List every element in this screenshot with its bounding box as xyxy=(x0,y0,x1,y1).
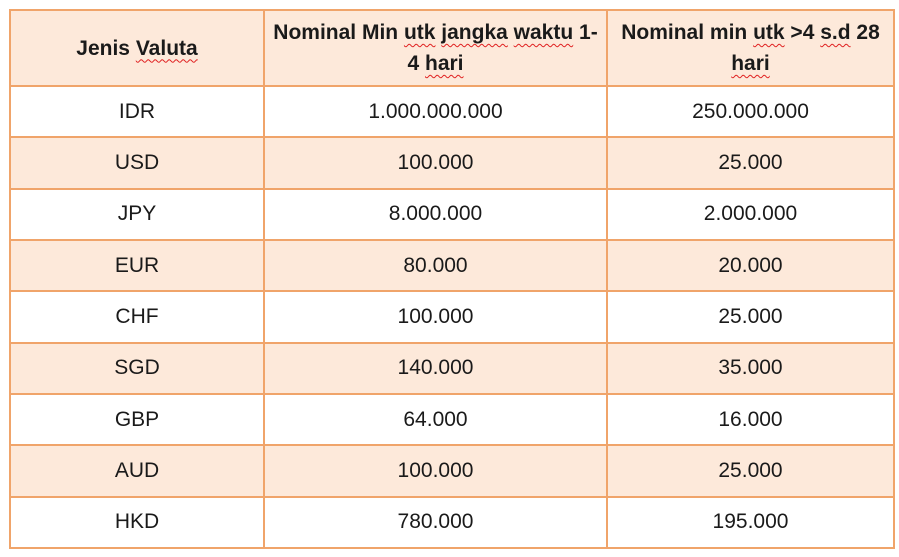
currency-code: AUD xyxy=(10,445,264,496)
table-row xyxy=(10,343,894,394)
header-row xyxy=(10,10,894,86)
min-amount-4-28-days: 25.000 xyxy=(607,137,894,188)
min-amount-4-28-days: 25.000 xyxy=(607,445,894,496)
currency-code: CHF xyxy=(10,291,264,342)
min-amount-1-4-days: 64.000 xyxy=(264,394,607,445)
min-amount-1-4-days: 80.000 xyxy=(264,240,607,291)
header-min-1-4-days: Nominal Min utk jangka waktu 1-4 hari xyxy=(264,10,607,86)
header-currency-type: Jenis Valuta xyxy=(10,10,264,86)
currency-code: EUR xyxy=(10,240,264,291)
table-row xyxy=(10,291,894,342)
min-amount-4-28-days: 2.000.000 xyxy=(607,189,894,240)
currency-code: USD xyxy=(10,137,264,188)
min-amount-4-28-days: 20.000 xyxy=(607,240,894,291)
min-amount-1-4-days: 140.000 xyxy=(264,343,607,394)
table-row xyxy=(10,189,894,240)
currency-code: JPY xyxy=(10,189,264,240)
table-row xyxy=(10,394,894,445)
min-amount-4-28-days: 250.000.000 xyxy=(607,86,894,137)
min-amount-1-4-days: 8.000.000 xyxy=(264,189,607,240)
min-amount-4-28-days: 16.000 xyxy=(607,394,894,445)
min-amount-1-4-days: 100.000 xyxy=(264,137,607,188)
min-amount-4-28-days: 195.000 xyxy=(607,497,894,548)
min-amount-4-28-days: 35.000 xyxy=(607,343,894,394)
currency-code: GBP xyxy=(10,394,264,445)
currency-code: HKD xyxy=(10,497,264,548)
min-amount-4-28-days: 25.000 xyxy=(607,291,894,342)
currency-code: IDR xyxy=(10,86,264,137)
min-amount-1-4-days: 100.000 xyxy=(264,445,607,496)
table-row xyxy=(10,86,894,137)
currency-code: SGD xyxy=(10,343,264,394)
min-amount-1-4-days: 1.000.000.000 xyxy=(264,86,607,137)
min-amount-1-4-days: 100.000 xyxy=(264,291,607,342)
table-row xyxy=(10,137,894,188)
table-row xyxy=(10,445,894,496)
min-amount-1-4-days: 780.000 xyxy=(264,497,607,548)
currency-minimum-table xyxy=(9,9,895,549)
table-row xyxy=(10,497,894,548)
table-row xyxy=(10,240,894,291)
header-min-4-28-days: Nominal min utk >4 s.d 28 hari xyxy=(607,10,894,86)
